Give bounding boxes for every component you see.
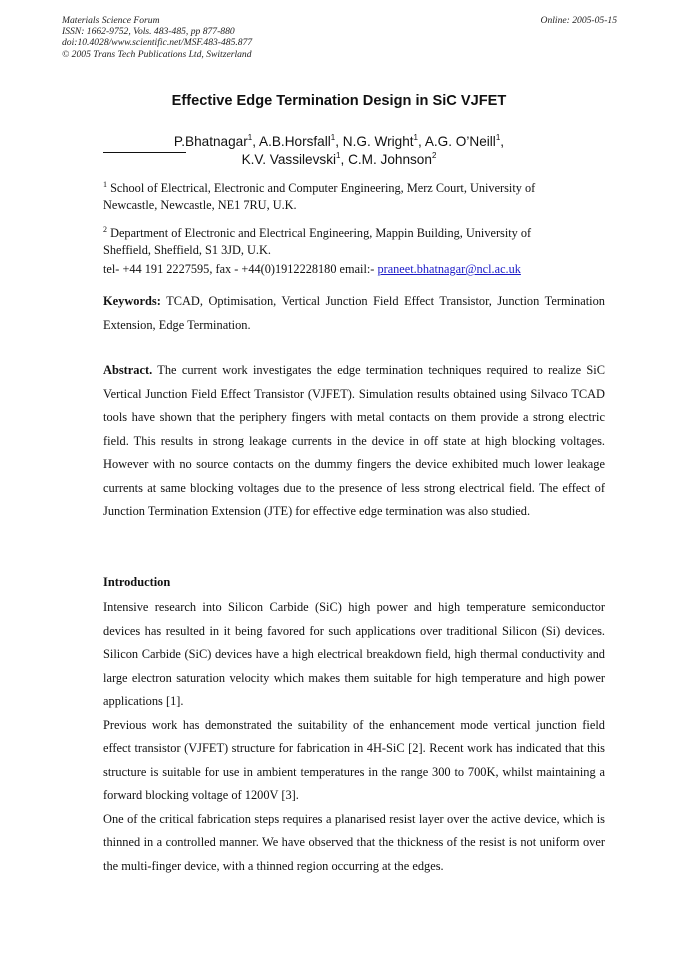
running-header xyxy=(62,15,617,60)
paragraph: Intensive research into Silicon Carbide (SiC) high power and high temperature semiconductor devices has resulted in it being favored for such applications over traditional Silicon (Si) devices. Silicon Carbide (SiC) devices have a high electrical breakdown field, high thermal conductivity and large electron saturation velocity which makes them suitable for high temperature and high power applications [1]. xyxy=(103,600,605,708)
contact-info: tel- +44 191 2227595, fax - +44(0)1912228180 email:- praneet.bhatnagar@ncl.ac.uk xyxy=(103,262,521,276)
email-link[interactable]: praneet.bhatnagar@ncl.ac.uk xyxy=(377,262,521,276)
author: P.Bhatnagar xyxy=(173,134,248,149)
issn-line: ISSN: 1662-9752, Vols. 483-485, pp 877-880 xyxy=(62,26,235,38)
paragraph: Previous work has demonstrated the suitability of the enhancement mode vertical junction field effect transistor (VJFET) structure for fabrication in 4H-SiC [2]. Recent work has indicated that this structure is suitable for use in ambient temperatures in the range 300 to 700K, whilst maintaining a forward blocking voltage of 1200V [3]. xyxy=(103,717,605,802)
doi-line: doi:10.4028/www.scientific.net/MSF.483-485.877 xyxy=(62,37,253,49)
paragraph: One of the critical fabrication steps requires a planarised resist layer over the active device, which is thinned in a controlled manner. We have observed that the thickness of the resist is not uniform over the multi-finger device, with a thinned region occurring at the edges. xyxy=(103,811,605,873)
author: A.G. O’Neill xyxy=(424,134,496,149)
section-heading-introduction: Introduction xyxy=(103,575,171,589)
affiliation-1: $^1$ School of Electrical, Electronic and Computer Engineering, Merz Court, University of Newcastle, Newcastle, NE1 7RU, U.K. xyxy=(103,180,536,212)
abstract-text: The current work investigates the edge termination techniques required to realize SiC Vertical Junction Field Effect Transistor (VJFET). Simulation results obtained using Silvaco TCAD tools have shown that the periphery fingers with metal contacts on them provide a strong electric field. This results in strong leakage currents in the device in off state at high blocking voltages. However with no source contacts on the dummy fingers the device exhibited much lower leakage currents at same blocking voltages due to the presence of less strong electrical field. The effect of Junction Termination Extension (JTE) for effective edge termination was also studied. xyxy=(103,363,606,518)
online-date: Online: 2005-05-15 xyxy=(540,15,617,26)
keywords xyxy=(103,290,605,337)
keywords-text: TCAD, Optimisation, Vertical Junction Field Effect Transistor, Junction Termination Extension, Edge Termination. xyxy=(103,294,605,332)
introduction-body xyxy=(103,596,605,878)
author-list xyxy=(0,133,678,169)
author-line-1: P.Bhatnagar$^1$, A.B.Horsfall$^1$, N.G. Wright$^1$, A.G. O’Neill$^1$, xyxy=(173,133,505,149)
author-line-2: K.V. Vassilevski$^1$, C.M. Johnson$^2$ xyxy=(241,151,437,167)
keywords-label: Keywords: xyxy=(103,294,161,308)
paper-title: Effective Edge Termination Design in SiC VJFET xyxy=(171,93,507,109)
author: C.M. Johnson xyxy=(348,152,432,167)
journal-name: Materials Science Forum xyxy=(62,15,160,26)
abstract xyxy=(103,359,605,524)
abstract-label: Abstract. xyxy=(103,363,153,377)
author: A.B.Horsfall xyxy=(259,134,331,149)
author-underline xyxy=(103,152,186,153)
affiliation-2: $^2$ Department of Electronic and Electrical Engineering, Mappin Building, University of Sheffield, Sheffield, S1 3JD, U.K. xyxy=(103,225,532,257)
copyright-line: © 2005 Trans Tech Publications Ltd, Switzerland xyxy=(62,48,252,60)
author: K.V. Vassilevski xyxy=(241,152,337,167)
author: N.G. Wright xyxy=(342,134,414,149)
